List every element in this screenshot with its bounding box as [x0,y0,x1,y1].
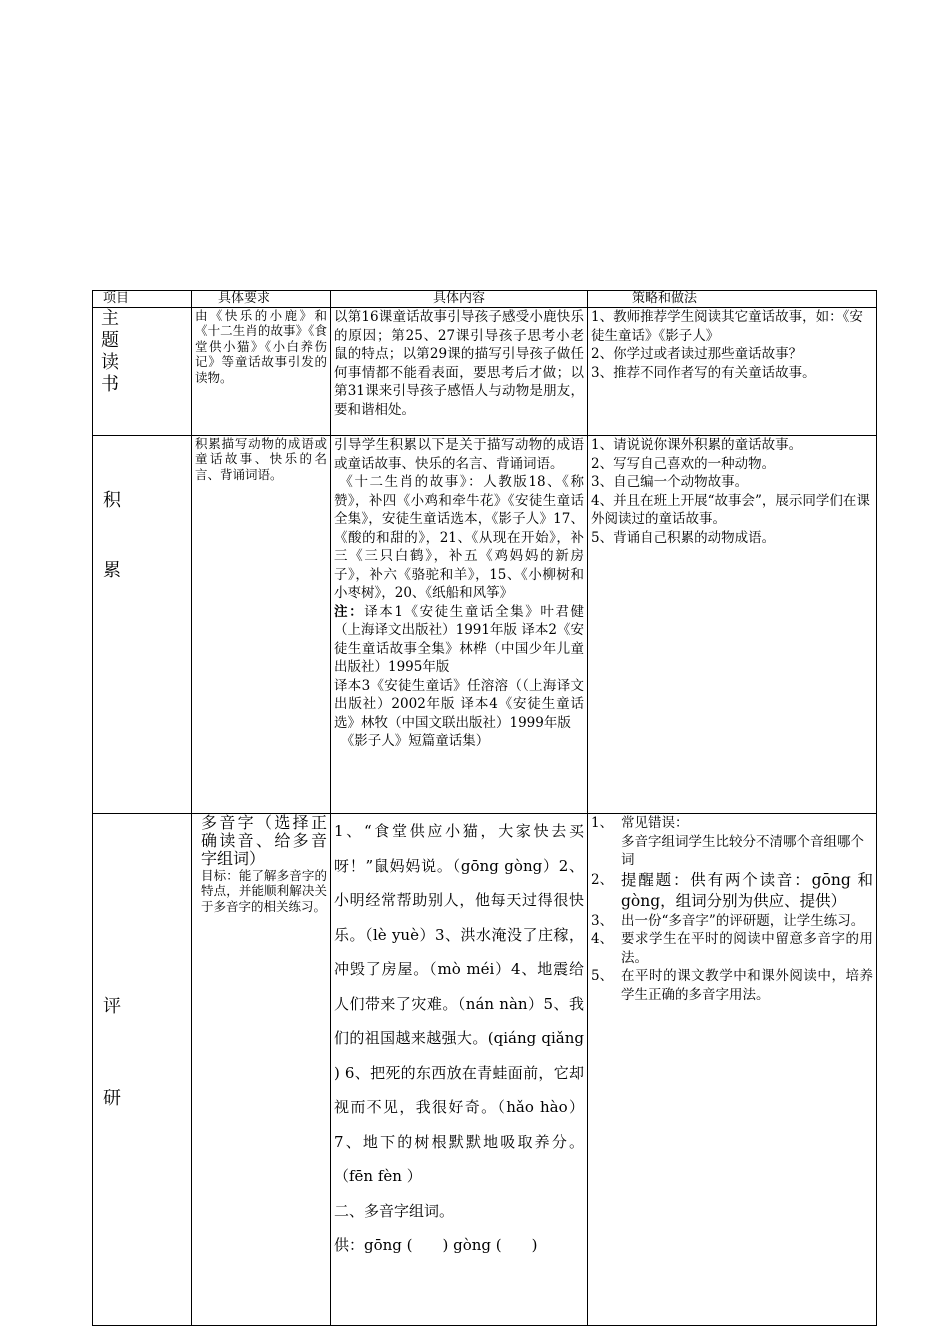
row-label-theme-reading: 主 题 读 书 [93,308,192,436]
list-item: 5、 在平时的课文教学中和课外阅读中，培养学生正确的多音字用法。 [591,968,873,1003]
strategy-cell [588,436,877,814]
requirement-cell: 多音字（选择正确读音、给多音字组词） 目标：能了解多音字的特点，并能顺利解决关于多音字的相关练习。 [192,814,331,1326]
row-label-evaluate: 评 研 [93,814,192,1326]
table-row [93,436,877,814]
list-item: 3、自己编一个动物故事。 [591,474,749,490]
list-item: 2、写写自己喜欢的一种动物。 [591,455,776,472]
lesson-plan-table [92,290,877,1326]
list-item: 1、教师推荐学生阅读其它童话故事，如：《安徒生童话》《影子人》 [591,309,863,344]
strategy-cell [588,814,877,1326]
list-item: 5、背诵自己积累的动物成语。 [591,529,776,546]
requirement-cell: 积累描写动物的成语或童话故事、快乐的名言、背诵词语。 [192,436,331,814]
list-item: 2、你学过或者读过那些童话故事？ [591,346,803,362]
header-strategy: 策略和做法 [588,291,877,308]
list-item: 3、推荐不同作者写的有关童话故事。 [591,364,816,381]
content-cell: 1、“食堂供应小猫，大家快去买呀！”鼠妈妈说。（gōng gòng）2、小明经常帮助别人，他每天过得很快乐。（lè yuè）3、洪水淹没了庄稼，冲毁了房屋。（mò méi）4、地震给人们带来了灾难。（nán nàn）5、我们的祖国越来越强大。(qiáng qiǎng ) 6、把死的东西放在青蛙面前，它却视而不见，我很好奇。（hǎo hào）7、地下的树根默默地吸取养分。（fēn fèn ） 二、多音字组词。 供：gōng ( ) gòng ( ) [331,814,588,1326]
list-item: 4、并且在班上开展“故事会”，展示同学们在课外阅读过的童话故事。 [591,492,870,527]
content-cell: 以第16课童话故事引导孩子感受小鹿快乐的原因；第25、27课引导孩子思考小老鼠的特点；以第29课的描写引导孩子做任何事情都不能看表面，要思考后才做；以第31课来引导孩子感悟人与动物是朋友，要和谐相处。 [331,308,588,436]
header-content: 具体内容 [331,291,588,308]
header-row [93,291,877,308]
header-requirement: 具体要求 [192,291,331,308]
row-label-accumulate: 积 累 [93,436,192,814]
table-row [93,308,877,436]
list-item: 4、 要求学生在平时的阅读中留意多音字的用法。 [591,931,873,966]
strategy-cell [588,308,877,436]
list-item: 3、 出一份“多音字”的评研题，让学生练习。 [591,912,865,929]
content-cell: 引导学生积累以下是关于描写动物的成语或童话故事、快乐的名言、背诵词语。 《十二生肖的故事》：人教版18、《称赞》，补四《小鸡和牵牛花》《安徒生童话全集》，安徒生童话选本，《影子人》17、《酸的和甜的》，21、《从现在开始》，补三《三只白鹤》，补五《鸡妈妈的新房子》，补六《骆驼和羊》，15、《小柳树和小枣树》，20、《纸船和风筝》 注：译本1《安徒生童话全集》叶君健（上海译文出版社）1991年版 译本2《安徒生童话故事全集》林桦（中国少年儿童出版社）1995年版 译本3《安徒生童话》任溶溶（（上海译文出版社）2002年版 译本4《安徒生童话选》林牧（中国文联出版社）1999年版 《影子人》短篇童话集） [331,436,588,814]
strategy-list [591,814,873,1004]
list-item: 2、 提醒题：供有两个读音：gōng 和 gòng，组词分别为供应、提供） [591,870,873,910]
list-item: 1、请说说你课外积累的童话故事。 [591,437,803,453]
table-row [93,814,877,1326]
list-item: 1、 常见错误： 多音字组词学生比较分不清哪个音组哪个词 [591,815,864,868]
header-item: 项目 [93,291,192,308]
requirement-cell: 由《快乐的小鹿》和《十二生肖的故事》《食堂供小猫》《小白养伤记》等童话故事引发的读物。 [192,308,331,436]
